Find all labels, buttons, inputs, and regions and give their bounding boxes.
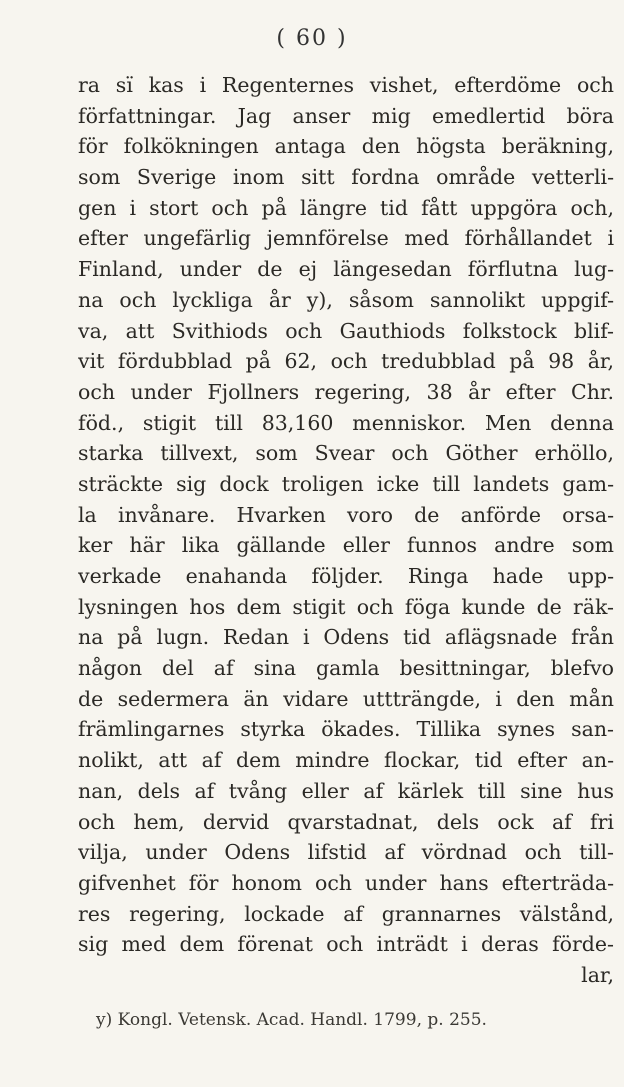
text-line: vilja, under Odens lifstid af vördnad och till- [78,840,614,865]
text-line: la invånare. Hvarken voro de anförde orsa- [78,502,614,527]
text-line: Finland, under de ej längesedan förflutna lug- [78,257,614,282]
text-line: lysningen hos dem stigit och föga kunde de räk- [78,594,614,619]
text-line: som Sverige inom sitt fordna område vetterli- [78,165,614,190]
text-line: ker här lika gällande eller funnos andre som [78,533,614,558]
text-line: någon del af sina gamla besittningar, blefvo [78,656,614,681]
text-line: gifvenhet för honom och under hans efterträda- [78,870,614,895]
text-line: gen i stort och på längre tid fått uppgöra och, [78,195,614,220]
body-text [78,70,614,991]
text-line: res regering, lockade af grannarnes välstånd, [78,901,614,926]
catchword-line: lar, [581,962,614,987]
text-line: nolikt, att af dem mindre flockar, tid efter an- [78,748,614,773]
text-line: nan, dels af tvång eller af kärlek till sine hus [78,778,614,803]
text-line: och under Fjollners regering, 38 år efter Chr. [78,379,614,404]
text-line: de sedermera än vidare uttträngde, i den mån [78,686,614,711]
text-line: vit fördubblad på 62, och tredubblad på 98 år, [78,349,614,374]
text-line: efter ungefärlig jemnförelse med förhållandet i [78,226,614,251]
text-line: främlingarnes styrka ökades. Tillika synes san- [78,717,614,742]
text-line: författningar. Jag anser mig emedlertid böra [78,103,614,128]
text-line: na och lyckliga år y), såsom sannolikt uppgif- [78,287,614,312]
text-line: sträckte sig dock troligen icke till landets gam- [78,471,614,496]
text-line: starka tillvext, som Svear och Göther erhöllo, [78,441,614,466]
text-line: verkade enahanda följder. Ringa hade upp- [78,564,614,588]
page-number-header: ( 60 ) [276,26,348,51]
text-line: och hem, dervid qvarstadnat, dels ock af fri [78,809,614,834]
text-line: föd., stigit till 83,160 menniskor. Men denna [78,410,614,435]
text-line: va, att Svithiods och Gauthiods folkstock blif- [78,318,614,343]
footnote: y) Kongl. Vetensk. Acad. Handl. 1799, p. 255. [96,1010,487,1030]
text-line: sig med dem förenat och inträdt i deras förde- [78,932,614,957]
text-line: na på lugn. Redan i Odens tid aflägsnade från [78,625,614,650]
text-line: ra sï kas i Regenternes vishet, efterdöme och [78,73,614,97]
text-line: för folkökningen antaga den högsta beräkning, [78,134,614,159]
